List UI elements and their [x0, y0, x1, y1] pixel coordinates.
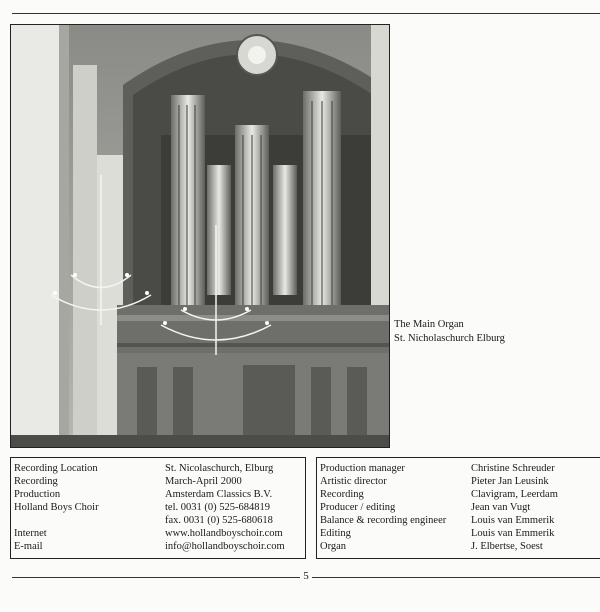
credit-value: J. Elbertse, Soest [471, 541, 543, 552]
credit-label: Holland Boys Choir [14, 502, 99, 513]
credit-row [320, 475, 597, 488]
credit-row [14, 540, 302, 553]
organ-photo [10, 24, 390, 448]
credit-label: Balance & recording engineer [320, 515, 447, 526]
credit-label: Editing [320, 528, 351, 539]
credit-row [14, 514, 302, 527]
credit-label: Producer / editing [320, 502, 396, 513]
recording-credits [10, 457, 306, 559]
credit-row [14, 488, 302, 501]
credit-label: Recording Location [14, 463, 98, 474]
credit-row [14, 501, 302, 514]
credit-row [14, 475, 302, 488]
credit-row [14, 462, 302, 475]
credit-label [14, 514, 165, 527]
credit-label: Recording [320, 489, 364, 500]
top-rule [12, 13, 600, 14]
credit-value: www.hollandboyschoir.com [165, 528, 283, 539]
credit-value: fax. 0031 (0) 525-680618 [165, 515, 273, 526]
credit-value: info@hollandboyschoir.com [165, 541, 285, 552]
credit-label: Production manager [320, 463, 405, 474]
organ-photo-illustration [11, 25, 389, 447]
caption-line-1: The Main Organ [394, 319, 464, 330]
page-number: 5 [300, 569, 312, 583]
credit-value: St. Nicolaschurch, Elburg [165, 463, 274, 474]
credit-value: Louis van Emmerik [471, 528, 555, 539]
credit-row [320, 527, 597, 540]
credit-row [320, 540, 597, 553]
credit-value: Amsterdam Classics B.V. [165, 489, 273, 500]
credit-label: Internet [14, 528, 47, 539]
credit-label: Organ [320, 541, 347, 552]
credit-label: E-mail [14, 541, 43, 552]
credit-row [320, 462, 597, 475]
credit-value: Louis van Emmerik [471, 515, 555, 526]
credit-label: Production [14, 489, 61, 500]
credit-value: Pieter Jan Leusink [471, 476, 549, 487]
caption-line-2: St. Nicholaschurch Elburg [394, 332, 505, 344]
credit-label: Artistic director [320, 476, 387, 487]
credit-value: Clavigram, Leerdam [471, 489, 558, 500]
credit-value: tel. 0031 (0) 525-684819 [165, 502, 270, 513]
credit-row [320, 501, 597, 514]
credit-row [320, 514, 597, 527]
credit-value: Christine Schreuder [471, 463, 555, 474]
credit-row [320, 488, 597, 501]
credit-value: March-April 2000 [165, 476, 242, 487]
credit-label: Recording [14, 476, 58, 487]
photo-caption [394, 318, 505, 345]
credit-value: Jean van Vugt [471, 502, 531, 513]
credit-row [14, 527, 302, 540]
production-credits [316, 457, 600, 559]
